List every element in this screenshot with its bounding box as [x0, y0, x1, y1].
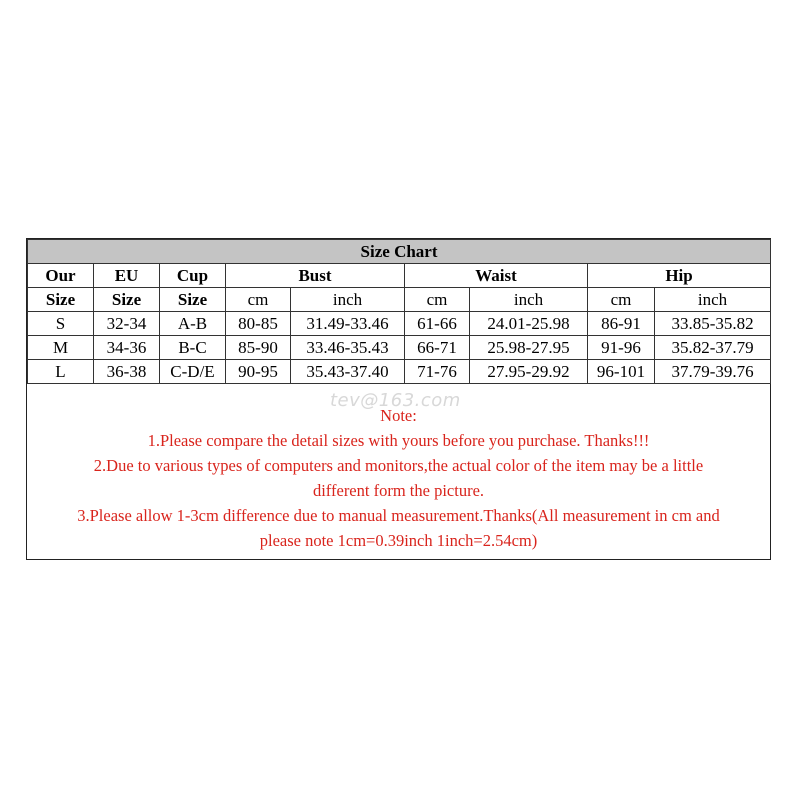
cup-size-header-line1: Cup [160, 264, 226, 288]
bust-inch-cell: 31.49-33.46 [291, 312, 405, 336]
note-line: 3.Please allow 1-3cm difference due to manual measurement.Thanks(All measurement in cm and [77, 506, 720, 525]
bust-cm-cell: 85-90 [226, 336, 291, 360]
bust-unit-cm: cm [226, 288, 291, 312]
waist-cm-cell: 61-66 [405, 312, 470, 336]
watermark: tev@163.com [330, 390, 461, 411]
size-table [27, 239, 771, 384]
bust-unit-inch: inch [291, 288, 405, 312]
notes-section [27, 403, 770, 553]
cup-cell: C-D/E [160, 360, 226, 384]
bust-inch-cell: 33.46-35.43 [291, 336, 405, 360]
unit-row [28, 288, 771, 312]
bust-inch-cell: 35.43-37.40 [291, 360, 405, 384]
hip-unit-inch: inch [655, 288, 771, 312]
our-size-header-line1: Our [28, 264, 94, 288]
eu-size-header-line2: Size [94, 288, 160, 312]
hip-inch-cell: 33.85-35.82 [655, 312, 771, 336]
eu-cell: 36-38 [94, 360, 160, 384]
hip-cm-cell: 86-91 [588, 312, 655, 336]
note-line: please note 1cm=0.39inch 1inch=2.54cm) [259, 531, 538, 550]
size-cell: M [28, 336, 94, 360]
hip-cm-cell: 96-101 [588, 360, 655, 384]
waist-inch-cell: 25.98-27.95 [470, 336, 588, 360]
note-line: 1.Please compare the detail sizes with yours before you purchase. Thanks!!! [147, 431, 650, 450]
title-row [28, 240, 771, 264]
eu-cell: 34-36 [94, 336, 160, 360]
hip-inch-cell: 37.79-39.76 [655, 360, 771, 384]
waist-inch-cell: 24.01-25.98 [470, 312, 588, 336]
hip-header: Hip [588, 264, 771, 288]
waist-header: Waist [405, 264, 588, 288]
cup-cell: A-B [160, 312, 226, 336]
bust-cm-cell: 90-95 [226, 360, 291, 384]
waist-cm-cell: 66-71 [405, 336, 470, 360]
cup-size-header-line2: Size [160, 288, 226, 312]
waist-inch-cell: 27.95-29.92 [470, 360, 588, 384]
size-cell: S [28, 312, 94, 336]
hip-cm-cell: 91-96 [588, 336, 655, 360]
waist-cm-cell: 71-76 [405, 360, 470, 384]
note-line: different form the picture. [312, 481, 485, 500]
hip-inch-cell: 35.82-37.79 [655, 336, 771, 360]
our-size-header-line2: Size [28, 288, 94, 312]
waist-unit-cm: cm [405, 288, 470, 312]
table-row [28, 360, 771, 384]
eu-cell: 32-34 [94, 312, 160, 336]
eu-size-header-line1: EU [94, 264, 160, 288]
bust-cm-cell: 80-85 [226, 312, 291, 336]
cup-cell: B-C [160, 336, 226, 360]
table-row [28, 312, 771, 336]
header-row [28, 264, 771, 288]
note-line: 2.Due to various types of computers and monitors,the actual color of the item may be a little [93, 456, 704, 475]
size-cell: L [28, 360, 94, 384]
bust-header: Bust [226, 264, 405, 288]
waist-unit-inch: inch [470, 288, 588, 312]
table-row [28, 336, 771, 360]
hip-unit-cm: cm [588, 288, 655, 312]
chart-title: Size Chart [28, 240, 771, 264]
notes-heading: Note: [380, 406, 417, 425]
